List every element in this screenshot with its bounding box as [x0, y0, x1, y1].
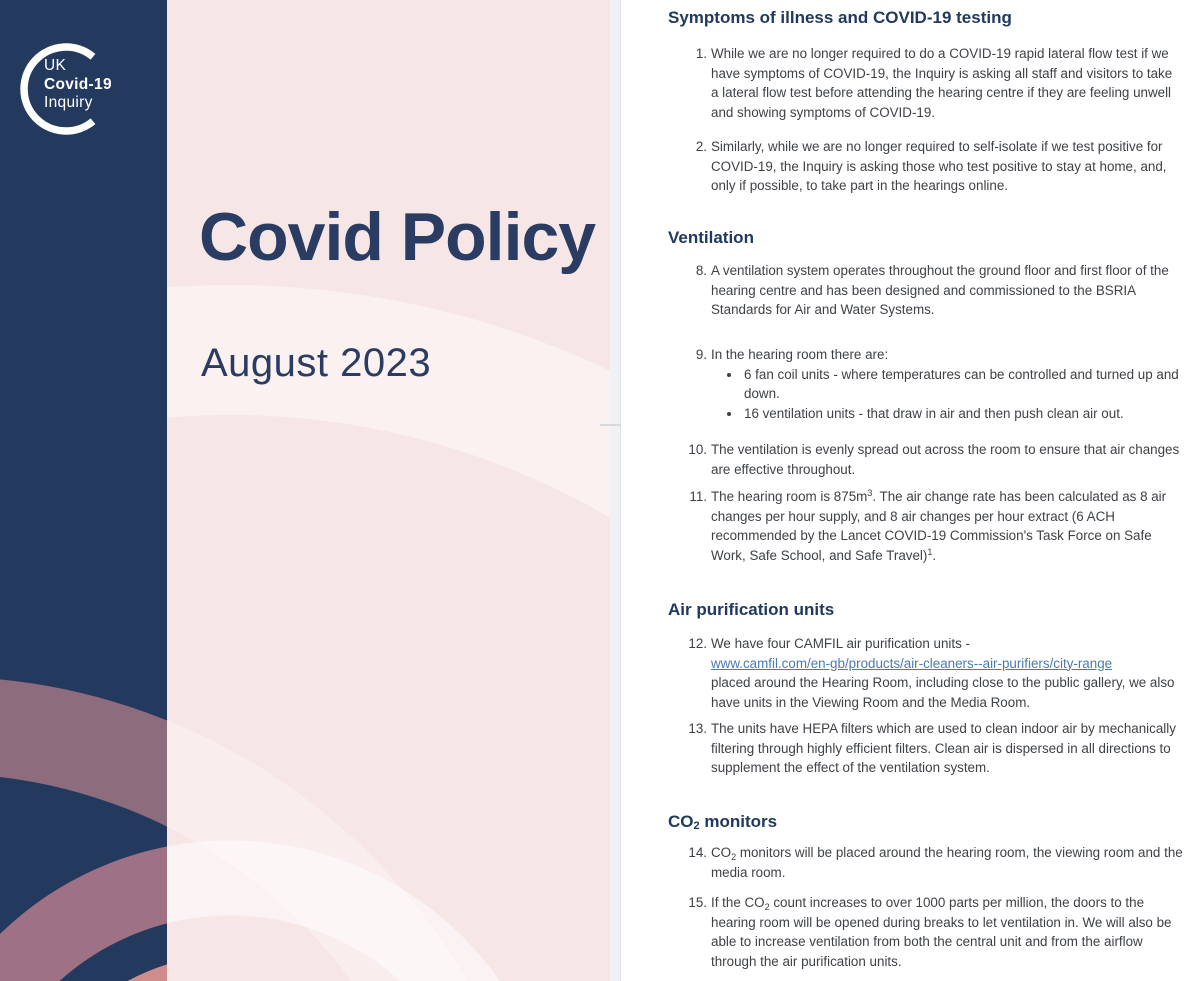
superscript-cubed: 3 — [867, 488, 873, 498]
section-heading-ventilation: Ventilation — [668, 228, 754, 247]
item-text-part: monitors will be placed around the hearing room, the viewing room and the media room. — [711, 845, 1183, 880]
item-intro: In the hearing room there are: — [711, 347, 889, 362]
list-item-13 — [676, 719, 1183, 778]
logo-line-uk: UK — [44, 57, 67, 74]
document-page — [621, 0, 1200, 981]
item-text — [711, 345, 1183, 423]
list-item-1 — [676, 44, 1183, 122]
item-text-part: The hearing room is 875m — [711, 489, 868, 504]
item-number: 11. — [689, 489, 707, 504]
item-text — [711, 487, 1183, 565]
list-item-14 — [676, 843, 1183, 882]
item-number: 13. — [688, 721, 707, 736]
item-number: 1. — [695, 46, 707, 61]
subscript-2: 2 — [764, 902, 770, 912]
bullet-item: • 16 ventilation units - that draw in air and then push clean air out. — [742, 404, 1183, 424]
section-heading-co2-monitors — [668, 810, 777, 834]
item-number: 8. — [695, 263, 707, 278]
heading-text-part: monitors — [699, 812, 778, 831]
item-text — [711, 634, 1183, 712]
uk-covid19-inquiry-logo — [0, 0, 167, 190]
item-text-part: count increases to over 1000 parts per million, the doors to the hearing room will be opened during breaks to let ventilation in. We will also be able to increase ventilation from both the central unit and from the airflow through the air purification units. — [711, 895, 1172, 969]
item-text: A ventilation system operates throughout the ground floor and first floor of the hearing centre and has been designed and commissioned to the BSRIA Standards for Air and Water Systems. — [711, 263, 1169, 317]
list-item-12 — [676, 634, 1183, 712]
item-number: 10. — [688, 442, 707, 457]
footnote-marker: 1 — [927, 546, 933, 557]
bullet-item: • 6 fan coil units - where temperatures can be controlled and turned up and down. — [742, 365, 1183, 404]
item-number: 12. — [688, 636, 707, 651]
page-gap-divider — [610, 0, 621, 981]
logo-line-covid19: Covid-19 — [44, 75, 112, 93]
list-item-8 — [676, 261, 1183, 320]
item-number: 9. — [695, 347, 707, 362]
item-text-part: CO — [711, 845, 732, 860]
cover-date: August 2023 — [201, 341, 432, 385]
item-text-part: . — [932, 547, 937, 563]
cover-title: Covid Policy — [199, 199, 596, 275]
cover-sidebar — [0, 0, 167, 981]
item-text: The units have HEPA filters which are used to clean indoor air by mechanically filtering through highly efficient filters. Clean air is dispersed in all directions to supplement the effect of the ventilation system. — [711, 721, 1176, 775]
list-item-10 — [676, 440, 1183, 479]
section-heading-symptoms: Symptoms of illness and COVID-19 testing — [668, 8, 1012, 27]
list-item-9 — [676, 345, 1183, 423]
item-number: 14. — [688, 845, 707, 860]
heading-text-part: CO — [668, 812, 694, 831]
item-number: 2. — [695, 139, 707, 154]
item-text-part: placed around the Hearing Room, including close to the public gallery, we also have units in the Viewing Room and the Media Room. — [711, 675, 1175, 710]
item-text — [711, 843, 1183, 882]
bullet-list — [711, 365, 1183, 424]
camfil-product-link[interactable]: www.camfil.com/en-gb/products/air-cleaners--air-purifiers/city-range — [711, 655, 1113, 671]
list-item-15 — [676, 893, 1183, 971]
item-text: The ventilation is evenly spread out across the room to ensure that air changes are effective throughout. — [711, 442, 1180, 477]
list-item-11 — [676, 487, 1183, 565]
list-item-2 — [676, 137, 1183, 196]
item-text-part: If the CO — [711, 895, 765, 910]
logo-text — [44, 57, 112, 113]
item-text-part: . The air change rate has been calculated as 8 air changes per hour supply, and 8 air changes per hour extract (6 ACH recommended by the Lancet COVID-19 Commission's Task Force on Safe Work, Safe School, and Safe Travel) — [711, 489, 1167, 563]
item-text: Similarly, while we are no longer required to self-isolate if we test positive for COVID-19, the Inquiry is asking those who test positive to stay at home, and, only if possible, to take part in the hearings online. — [711, 139, 1167, 193]
item-number: 15. — [688, 895, 707, 910]
item-text-part: We have four CAMFIL air purification units - — [711, 636, 970, 651]
section-heading-air-purification: Air purification units — [668, 600, 835, 619]
item-text: While we are no longer required to do a COVID-19 rapid lateral flow test if we have symptoms of COVID-19, the Inquiry is asking all staff and visitors to take a lateral flow test before attending the hearing centre if they are feeling unwell and showing symptoms of COVID-19. — [711, 46, 1173, 120]
subscript-2: 2 — [693, 820, 700, 832]
subscript-2: 2 — [731, 852, 737, 862]
logo-line-inquiry: Inquiry — [44, 94, 93, 111]
item-text — [711, 893, 1183, 971]
